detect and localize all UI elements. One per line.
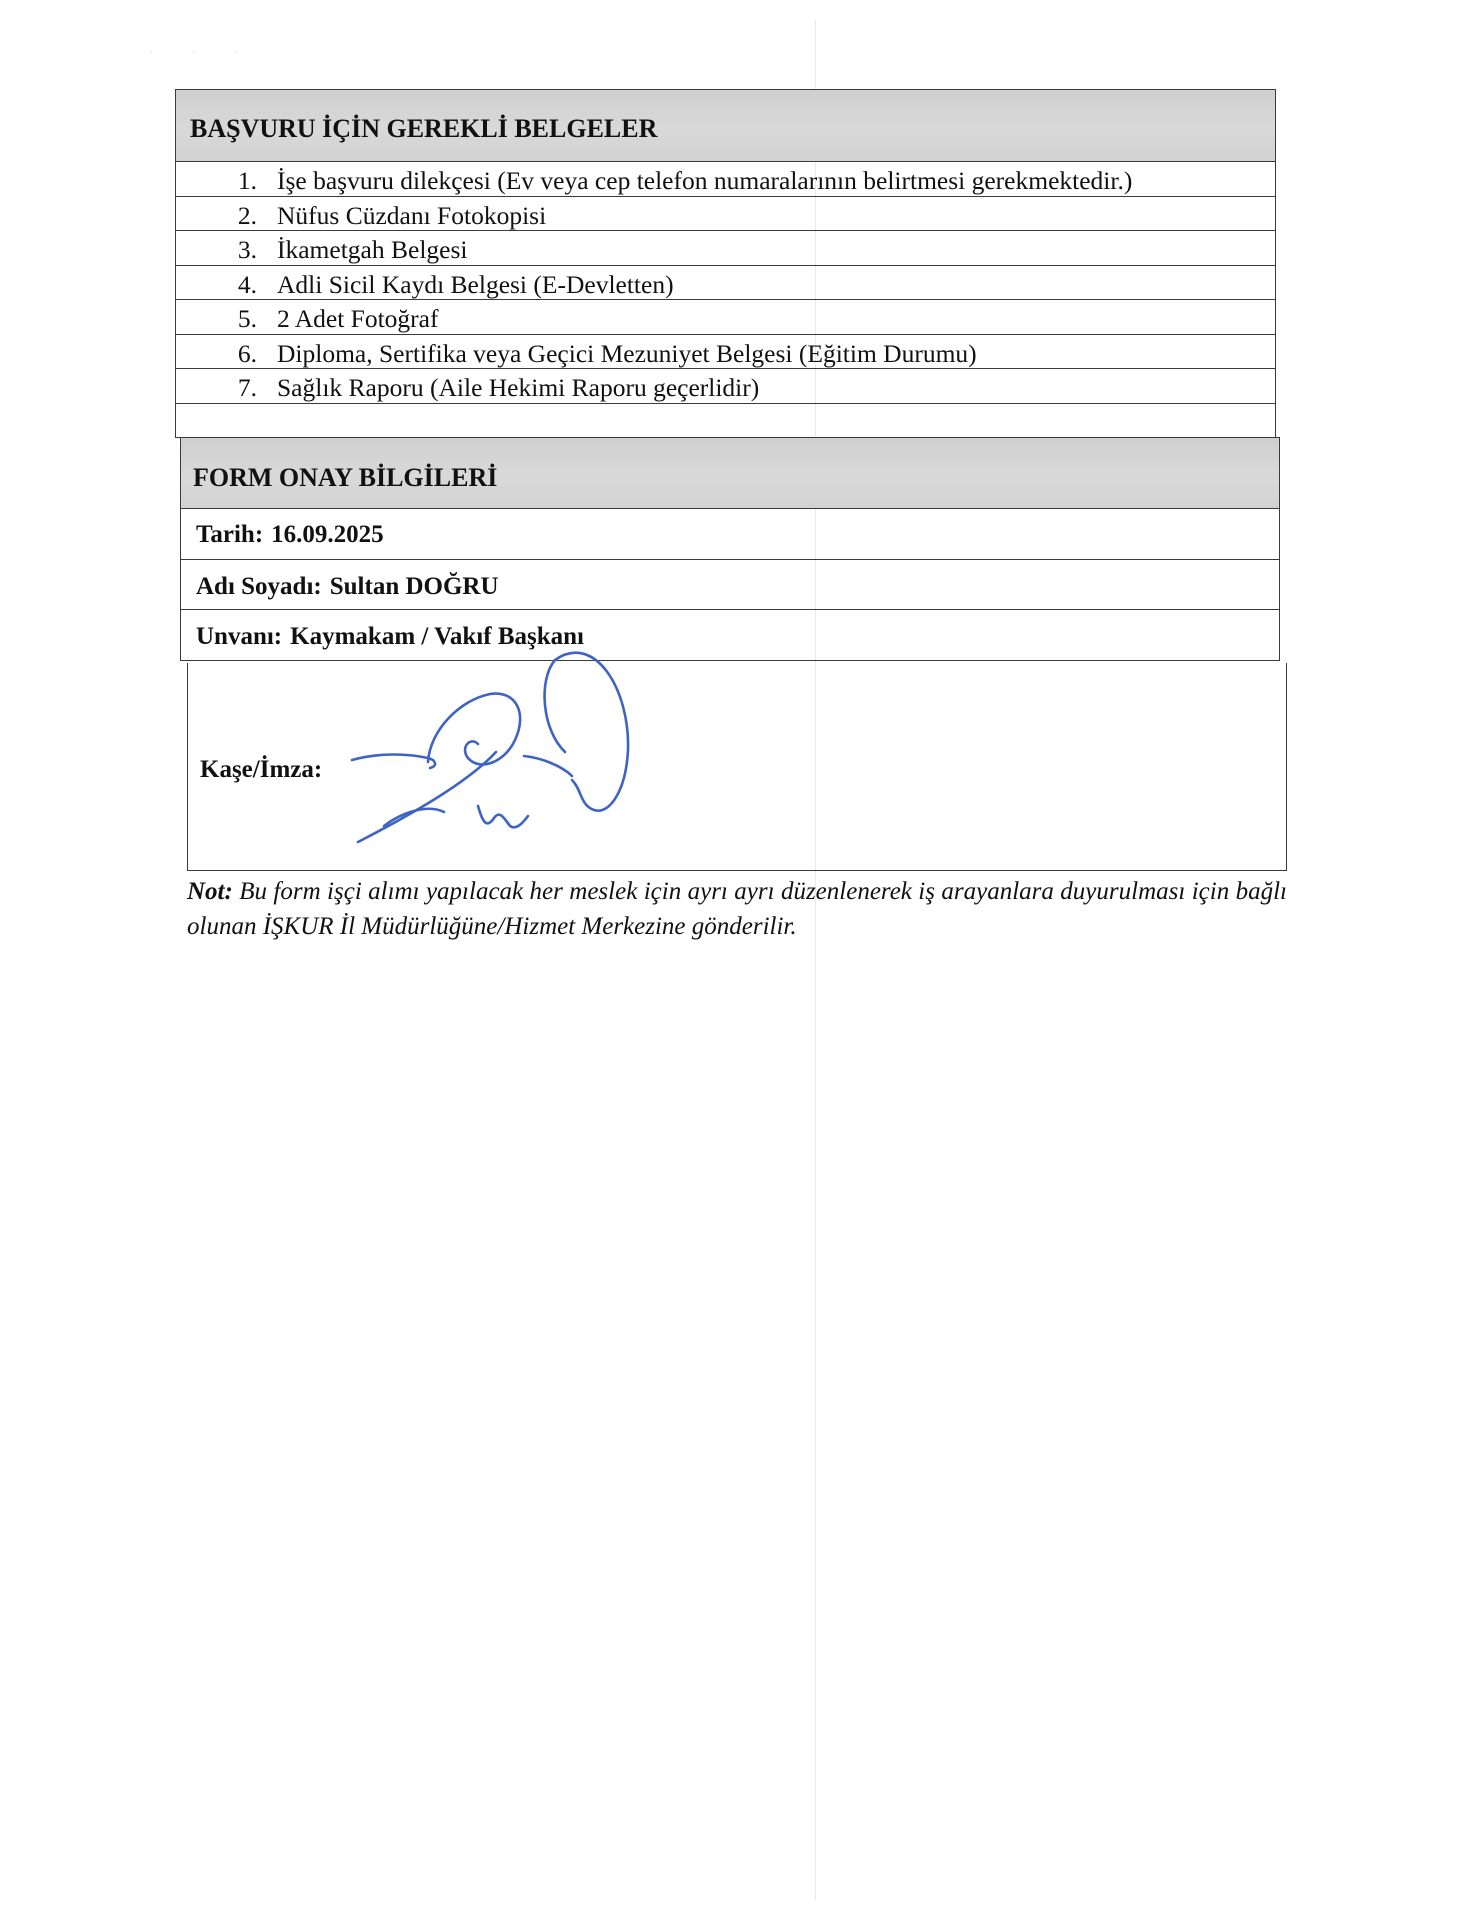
document-item-number: 6. — [237, 338, 257, 368]
position-value: Kaymakam / Vakıf Başkanı — [290, 623, 584, 650]
document-item — [176, 369, 1275, 404]
document-item — [176, 162, 1275, 197]
position-label: Unvanı: — [196, 623, 283, 650]
note-label: Not: — [187, 878, 233, 905]
document-item-number: 5. — [237, 304, 257, 333]
signature-stroke — [478, 806, 528, 827]
document-item — [176, 335, 1275, 370]
form-approval-title: FORM ONAY BİLGİLERİ — [193, 463, 498, 492]
document-item-number: 3. — [237, 235, 257, 264]
signature-stroke — [545, 660, 565, 752]
scan-specks: · · · — [150, 48, 255, 59]
document-blank-row — [176, 404, 1275, 437]
required-documents-table — [175, 89, 1276, 438]
signature-stroke — [352, 755, 435, 769]
document-item — [176, 197, 1275, 232]
name-label: Adı Soyadı: — [196, 572, 322, 600]
document-item-number: 7. — [237, 373, 257, 402]
date-row — [181, 509, 1279, 560]
name-value: Sultan DOĞRU — [329, 572, 499, 600]
document-item — [176, 266, 1275, 301]
form-approval-header — [181, 438, 1279, 509]
name-row — [181, 560, 1279, 610]
date-label: Tarih: — [196, 521, 264, 548]
document-item-number: 1. — [237, 166, 257, 195]
signature-stroke — [428, 694, 520, 765]
note-text: Bu form işçi alımı yapılacak her meslek için ayrı ayrı düzenlenerek iş arayanlara duyurulması için bağlı olunan İŞKUR İl Müdürlüğüne/Hizmet Merkezine gönderilir. — [187, 878, 1287, 940]
document-item-text: Nüfus Cüzdanı Fotokopisi — [277, 200, 547, 230]
signature-stroke — [358, 752, 496, 842]
form-approval-table — [180, 437, 1280, 661]
signature-stroke — [555, 653, 628, 811]
document-item-text: İkametgah Belgesi — [277, 235, 468, 264]
required-documents-title: BAŞVURU İÇİN GEREKLİ BELGELER — [190, 113, 658, 143]
document-item-text: Diploma, Sertifika veya Geçici Mezuniyet Belgesi (Eğitim Durumu) — [277, 338, 977, 368]
footer-note — [187, 874, 1287, 944]
signature-stroke — [524, 756, 572, 776]
document-item-text: İşe başvuru dilekçesi (Ev veya cep telefon numaralarının belirtmesi gerekmektedir.) — [277, 166, 1133, 195]
handwritten-signature — [310, 640, 670, 890]
document-item-number: 4. — [237, 269, 257, 299]
document-item-text: Sağlık Raporu (Aile Hekimi Raporu geçerlidir) — [277, 373, 760, 402]
date-value: 16.09.2025 — [271, 521, 384, 548]
required-documents-header — [176, 90, 1275, 162]
document-item-text: Adli Sicil Kaydı Belgesi (E-Devletten) — [277, 269, 674, 299]
document-item-number: 2. — [237, 200, 257, 230]
document-item-text: 2 Adet Fotoğraf — [277, 304, 439, 333]
signature-label: Kaşe/İmza: — [200, 756, 323, 783]
document-item — [176, 300, 1275, 335]
document-item — [176, 231, 1275, 266]
